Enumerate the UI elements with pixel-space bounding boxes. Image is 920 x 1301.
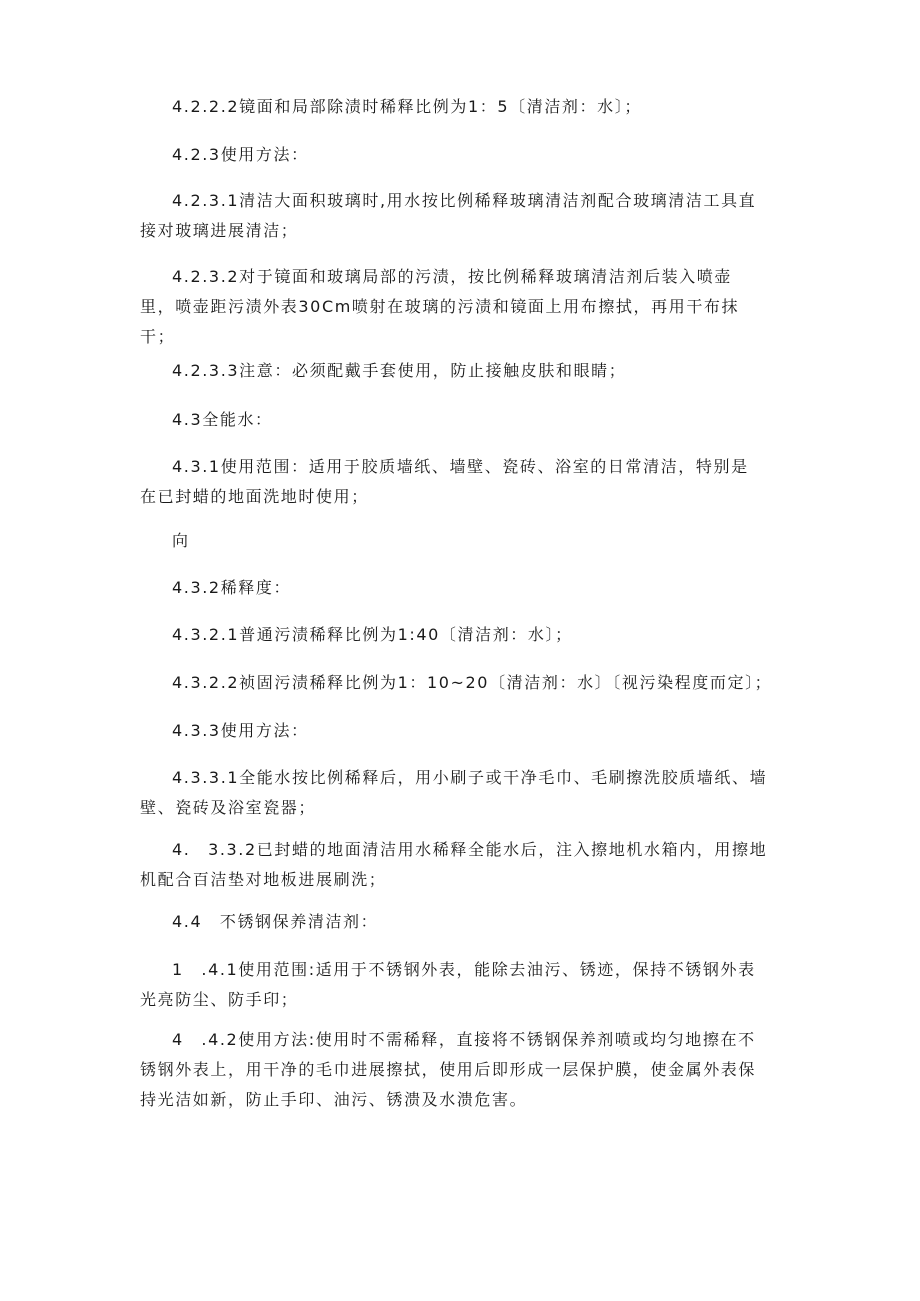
paragraph-4-2-3-3 <box>140 356 800 386</box>
stray-character <box>140 526 800 556</box>
paragraph-line: 4.2.2.2镜面和局部除渍时稀释比例为1：5〔清洁剂：水〕； <box>172 97 642 116</box>
paragraph-line: 4.3全能水： <box>172 410 273 429</box>
paragraph-4-3-3-1 <box>140 763 800 823</box>
heading-4-3 <box>140 405 800 435</box>
paragraph-4-2-3-2 <box>140 262 800 352</box>
paragraph-line: 4.3.3.1全能水按比例稀释后，用小刷子或干净毛巾、毛刷擦洗胶质墙纸、墙 <box>172 768 768 787</box>
paragraph-4-3-3-2 <box>140 835 800 895</box>
heading-4-2-3 <box>140 140 800 170</box>
heading-4-3-3 <box>140 716 800 746</box>
paragraph-4-3-1 <box>140 452 800 512</box>
paragraph-line: 干； <box>140 327 176 346</box>
heading-4-4 <box>140 907 800 937</box>
paragraph-line: 4.3.3使用方法： <box>172 721 309 740</box>
paragraph-line: 锈钢外表上，用干净的毛巾进展擦拭，使用后即形成一层保护膜，使金属外表保 <box>140 1060 757 1079</box>
paragraph-line: 4.3.1使用范围：适用于胶质墙纸、墙壁、瓷砖、浴室的日常清洁，特别是 <box>172 457 749 476</box>
paragraph-line: 接对玻璃进展清洁； <box>140 221 299 240</box>
paragraph-line: 4.2.3.3注意：必须配戴手套使用，防止接触皮肤和眼睛； <box>172 361 627 380</box>
paragraph-line: 4.4 不锈钢保养清洁剂： <box>172 912 379 931</box>
paragraph-line: 1 .4.1使用范围:适用于不锈钢外表，能除去油污、锈迹，保持不锈钢外表 <box>172 960 756 979</box>
paragraph-line: 在已封蜡的地面洗地时使用； <box>140 487 369 506</box>
paragraph-line: 壁、瓷砖及浴室瓷器； <box>140 798 317 817</box>
paragraph-line: 里，喷壶距污渍外表30Cm喷射在玻璃的污渍和镜面上用布擦拭，再用干布抹 <box>140 297 740 316</box>
paragraph-line: 4.2.3.2对于镜面和玻璃局部的污渍，按比例稀释玻璃清洁剂后装入喷壶 <box>172 267 732 286</box>
paragraph-line: 4 .4.2使用方法:使用时不需稀释，直接将不锈钢保养剂喷或均匀地擦在不 <box>172 1030 756 1049</box>
paragraph-4-3-2-1 <box>140 620 800 650</box>
paragraph-line: 4.3.2.2祯固污渍稀释比例为1：10~20〔清洁剂：水〕〔视污染程度而定〕； <box>172 673 773 692</box>
paragraph-line: 4. 3.3.2已封蜡的地面清洁用水稀释全能水后，注入擦地机水箱内，用擦地 <box>172 840 768 859</box>
paragraph-4-4-1 <box>140 955 800 1015</box>
paragraph-4-2-3-1 <box>140 186 800 246</box>
paragraph-4-2-2-2 <box>140 92 800 122</box>
paragraph-line: 机配合百洁垫对地板进展刷洗； <box>140 870 387 889</box>
paragraph-line: 4.3.2.1普通污渍稀释比例为1:40〔清洁剂：水〕； <box>172 625 573 644</box>
paragraph-line: 4.3.2稀释度： <box>172 578 292 597</box>
paragraph-line: 4.2.3使用方法： <box>172 145 309 164</box>
heading-4-3-2 <box>140 573 800 603</box>
paragraph-4-3-2-2 <box>140 668 800 698</box>
paragraph-line: 4.2.3.1清洁大面积玻璃时,用水按比例稀释玻璃清洁剂配合玻璃清洁工具直 <box>172 191 757 210</box>
paragraph-line: 光亮防尘、防手印； <box>140 990 299 1009</box>
paragraph-4-4-2 <box>140 1025 800 1115</box>
paragraph-line: 向 <box>172 531 190 550</box>
paragraph-line: 持光洁如新，防止手印、油污、锈溃及水溃危害。 <box>140 1090 528 1109</box>
